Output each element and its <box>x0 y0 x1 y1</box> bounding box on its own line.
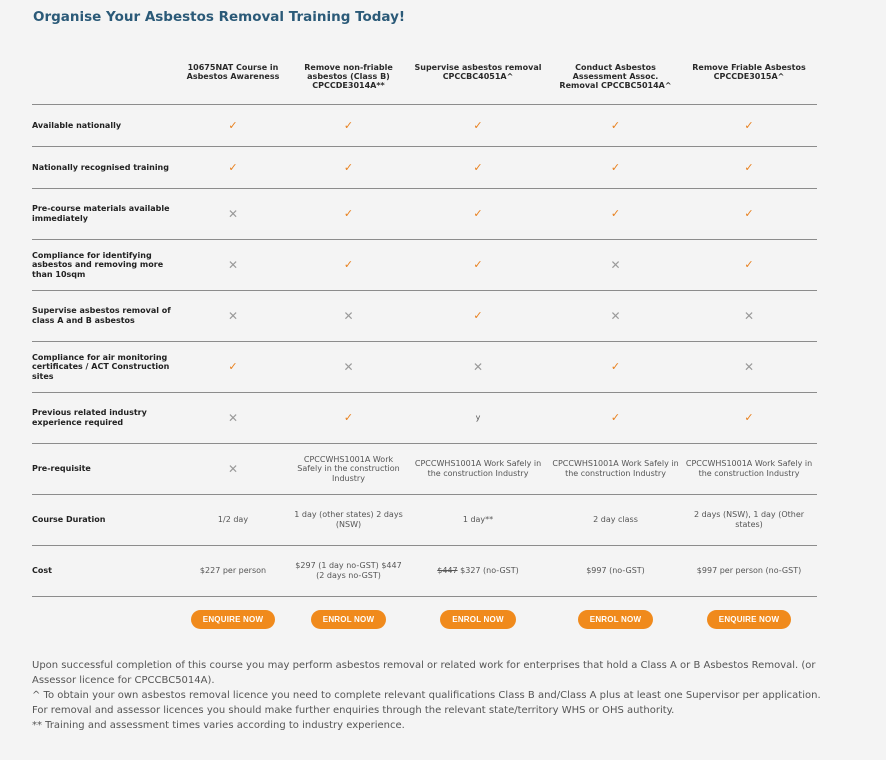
row-label: Compliance for air monitoring certificates / ACT Construction sites <box>32 342 175 393</box>
feature-cell <box>175 189 291 240</box>
action-cell <box>550 597 681 642</box>
feature-row <box>32 189 817 240</box>
feature-cell <box>175 147 291 189</box>
action-cell <box>175 597 291 642</box>
feature-row <box>32 393 817 444</box>
check-icon: ✓ <box>473 309 483 323</box>
check-icon: ✓ <box>343 207 354 221</box>
cross-icon: ✕ <box>227 308 239 323</box>
enrol-now-button[interactable]: ENROL NOW <box>311 610 386 629</box>
cross-icon: ✕ <box>743 308 755 323</box>
row-label: Available nationally <box>32 105 175 147</box>
check-icon: ✓ <box>228 360 238 374</box>
feature-cell <box>681 291 817 342</box>
feature-row <box>32 342 817 393</box>
header-row <box>32 60 817 105</box>
check-icon: ✓ <box>610 118 621 132</box>
feature-cell <box>291 291 406 342</box>
cross-icon: ✕ <box>227 461 239 476</box>
feature-cell <box>291 342 406 393</box>
check-icon: ✓ <box>473 118 483 132</box>
check-icon: ✓ <box>228 160 238 174</box>
feature-cell <box>406 189 550 240</box>
prerequisite-cell: CPCCWHS1001A Work Safely in the construction Industry <box>550 444 681 495</box>
enrol-now-button[interactable]: ENROL NOW <box>578 610 653 629</box>
feature-cell <box>406 105 550 147</box>
check-icon: ✓ <box>610 411 621 425</box>
row-label: Course Duration <box>32 495 175 546</box>
check-icon: ✓ <box>744 118 754 132</box>
struck-price: $447 <box>437 566 458 576</box>
feature-cell <box>175 240 291 291</box>
enrol-now-button[interactable]: ENROL NOW <box>440 610 515 629</box>
feature-row <box>32 240 817 291</box>
feature-cell <box>550 189 681 240</box>
cross-icon: ✕ <box>472 359 484 374</box>
check-icon: ✓ <box>343 411 354 425</box>
check-icon: ✓ <box>343 258 354 272</box>
check-icon: ✓ <box>473 207 483 221</box>
action-cell <box>681 597 817 642</box>
check-icon: ✓ <box>610 360 621 374</box>
feature-cell <box>406 240 550 291</box>
row-label: Pre-requisite <box>32 444 175 495</box>
cost-row <box>32 546 817 597</box>
check-icon: ✓ <box>473 160 483 174</box>
prerequisite-cell: CPCCWHS1001A Work Safely in the construction Industry <box>291 444 406 495</box>
empty-cell <box>32 597 175 642</box>
footnotes <box>32 658 822 733</box>
cost-cell: $227 per person <box>175 546 291 597</box>
action-cell <box>406 597 550 642</box>
duration-cell: 2 days (NSW), 1 day (Other states) <box>681 495 817 546</box>
comparison-table <box>32 60 817 641</box>
feature-cell <box>291 189 406 240</box>
duration-row <box>32 495 817 546</box>
check-icon: ✓ <box>473 258 483 272</box>
feature-cell <box>550 393 681 444</box>
row-label: Nationally recognised training <box>32 147 175 189</box>
cross-icon: ✕ <box>343 308 354 323</box>
row-label: Compliance for identifying asbestos and removing more than 10sqm <box>32 240 175 291</box>
current-price: $327 (no-GST) <box>460 566 519 576</box>
feature-cell <box>681 147 817 189</box>
cost-cell <box>406 546 550 597</box>
duration-cell: 1 day (other states) 2 days (NSW) <box>291 495 406 546</box>
enquire-now-button[interactable]: ENQUIRE NOW <box>707 610 791 629</box>
course-header: Remove Friable Asbestos CPCCDE3015A^ <box>681 60 817 105</box>
feature-cell <box>550 342 681 393</box>
feature-row <box>32 147 817 189</box>
course-header: Remove non-friable asbestos (Class B) CPCCDE3014A** <box>291 60 406 105</box>
feature-row <box>32 105 817 147</box>
note-completion: Upon successful completion of this course you may perform asbestos removal or related work for enterprises that hold a Class A or B Asbestos Removal. (or Assessor licence for CPCCBC5014A). <box>32 660 816 686</box>
check-icon: ✓ <box>343 160 354 174</box>
cross-icon: ✕ <box>610 308 621 323</box>
feature-cell <box>550 105 681 147</box>
action-row <box>32 597 817 642</box>
note-licence: ^ To obtain your own asbestos removal licence you need to complete relevant qualifications Class B and/Class A plus at least one Supervisor per application. For removal and assessor licences you should make further enquiries through the relevant state/territory WHS or OHS authority. <box>32 690 821 716</box>
feature-cell <box>550 291 681 342</box>
course-header: Supervise asbestos removal CPCCBC4051A^ <box>406 60 550 105</box>
course-header: 10675NAT Course in Asbestos Awareness <box>175 60 291 105</box>
feature-cell <box>681 393 817 444</box>
prerequisite-cell: CPCCWHS1001A Work Safely in the construction Industry <box>406 444 550 495</box>
feature-cell <box>550 147 681 189</box>
cross-icon: ✕ <box>343 359 354 374</box>
row-label: Cost <box>32 546 175 597</box>
row-label: Supervise asbestos removal of class A and B asbestos <box>32 291 175 342</box>
feature-cell <box>406 291 550 342</box>
course-header: Conduct Asbestos Assessment Assoc. Removal CPCCBC5014A^ <box>550 60 681 105</box>
feature-cell <box>175 291 291 342</box>
row-label: Previous related industry experience required <box>32 393 175 444</box>
feature-cell <box>291 240 406 291</box>
corner-cell <box>32 60 175 105</box>
feature-cell <box>291 393 406 444</box>
row-label: Pre-course materials available immediately <box>32 189 175 240</box>
cross-icon: ✕ <box>743 359 755 374</box>
feature-cell <box>175 342 291 393</box>
prerequisite-row <box>32 444 817 495</box>
page-title: Organise Your Asbestos Removal Training Today! <box>33 9 406 25</box>
feature-cell <box>681 240 817 291</box>
cross-icon: ✕ <box>610 257 621 272</box>
cost-cell: $997 per person (no-GST) <box>681 546 817 597</box>
check-icon: ✓ <box>610 160 621 174</box>
check-icon: ✓ <box>610 207 621 221</box>
feature-cell <box>175 393 291 444</box>
cost-cell: $997 (no-GST) <box>550 546 681 597</box>
feature-cell <box>175 105 291 147</box>
feature-row <box>32 291 817 342</box>
feature-cell <box>406 147 550 189</box>
feature-cell <box>550 240 681 291</box>
duration-cell: 1/2 day <box>175 495 291 546</box>
cross-icon: ✕ <box>227 410 239 425</box>
check-icon: ✓ <box>343 118 354 132</box>
check-icon: ✓ <box>744 411 754 425</box>
prerequisite-cell <box>175 444 291 495</box>
feature-cell <box>291 147 406 189</box>
duration-cell: 1 day** <box>406 495 550 546</box>
feature-cell <box>681 105 817 147</box>
cross-icon: ✕ <box>227 206 239 221</box>
cross-icon: ✕ <box>227 257 239 272</box>
check-icon: ✓ <box>744 258 754 272</box>
feature-cell <box>406 342 550 393</box>
check-icon: ✓ <box>744 160 754 174</box>
enquire-now-button[interactable]: ENQUIRE NOW <box>191 610 275 629</box>
duration-cell: 2 day class <box>550 495 681 546</box>
check-icon: ✓ <box>744 207 754 221</box>
feature-cell <box>681 342 817 393</box>
feature-cell <box>681 189 817 240</box>
action-cell <box>291 597 406 642</box>
prerequisite-cell: CPCCWHS1001A Work Safely in the construction Industry <box>681 444 817 495</box>
feature-cell <box>291 105 406 147</box>
note-training-times: ** Training and assessment times varies according to industry experience. <box>32 720 405 731</box>
feature-cell <box>406 393 550 444</box>
check-icon: ✓ <box>228 118 238 132</box>
mark-text: y <box>475 413 481 423</box>
cost-cell: $297 (1 day no-GST) $447 (2 days no-GST) <box>291 546 406 597</box>
